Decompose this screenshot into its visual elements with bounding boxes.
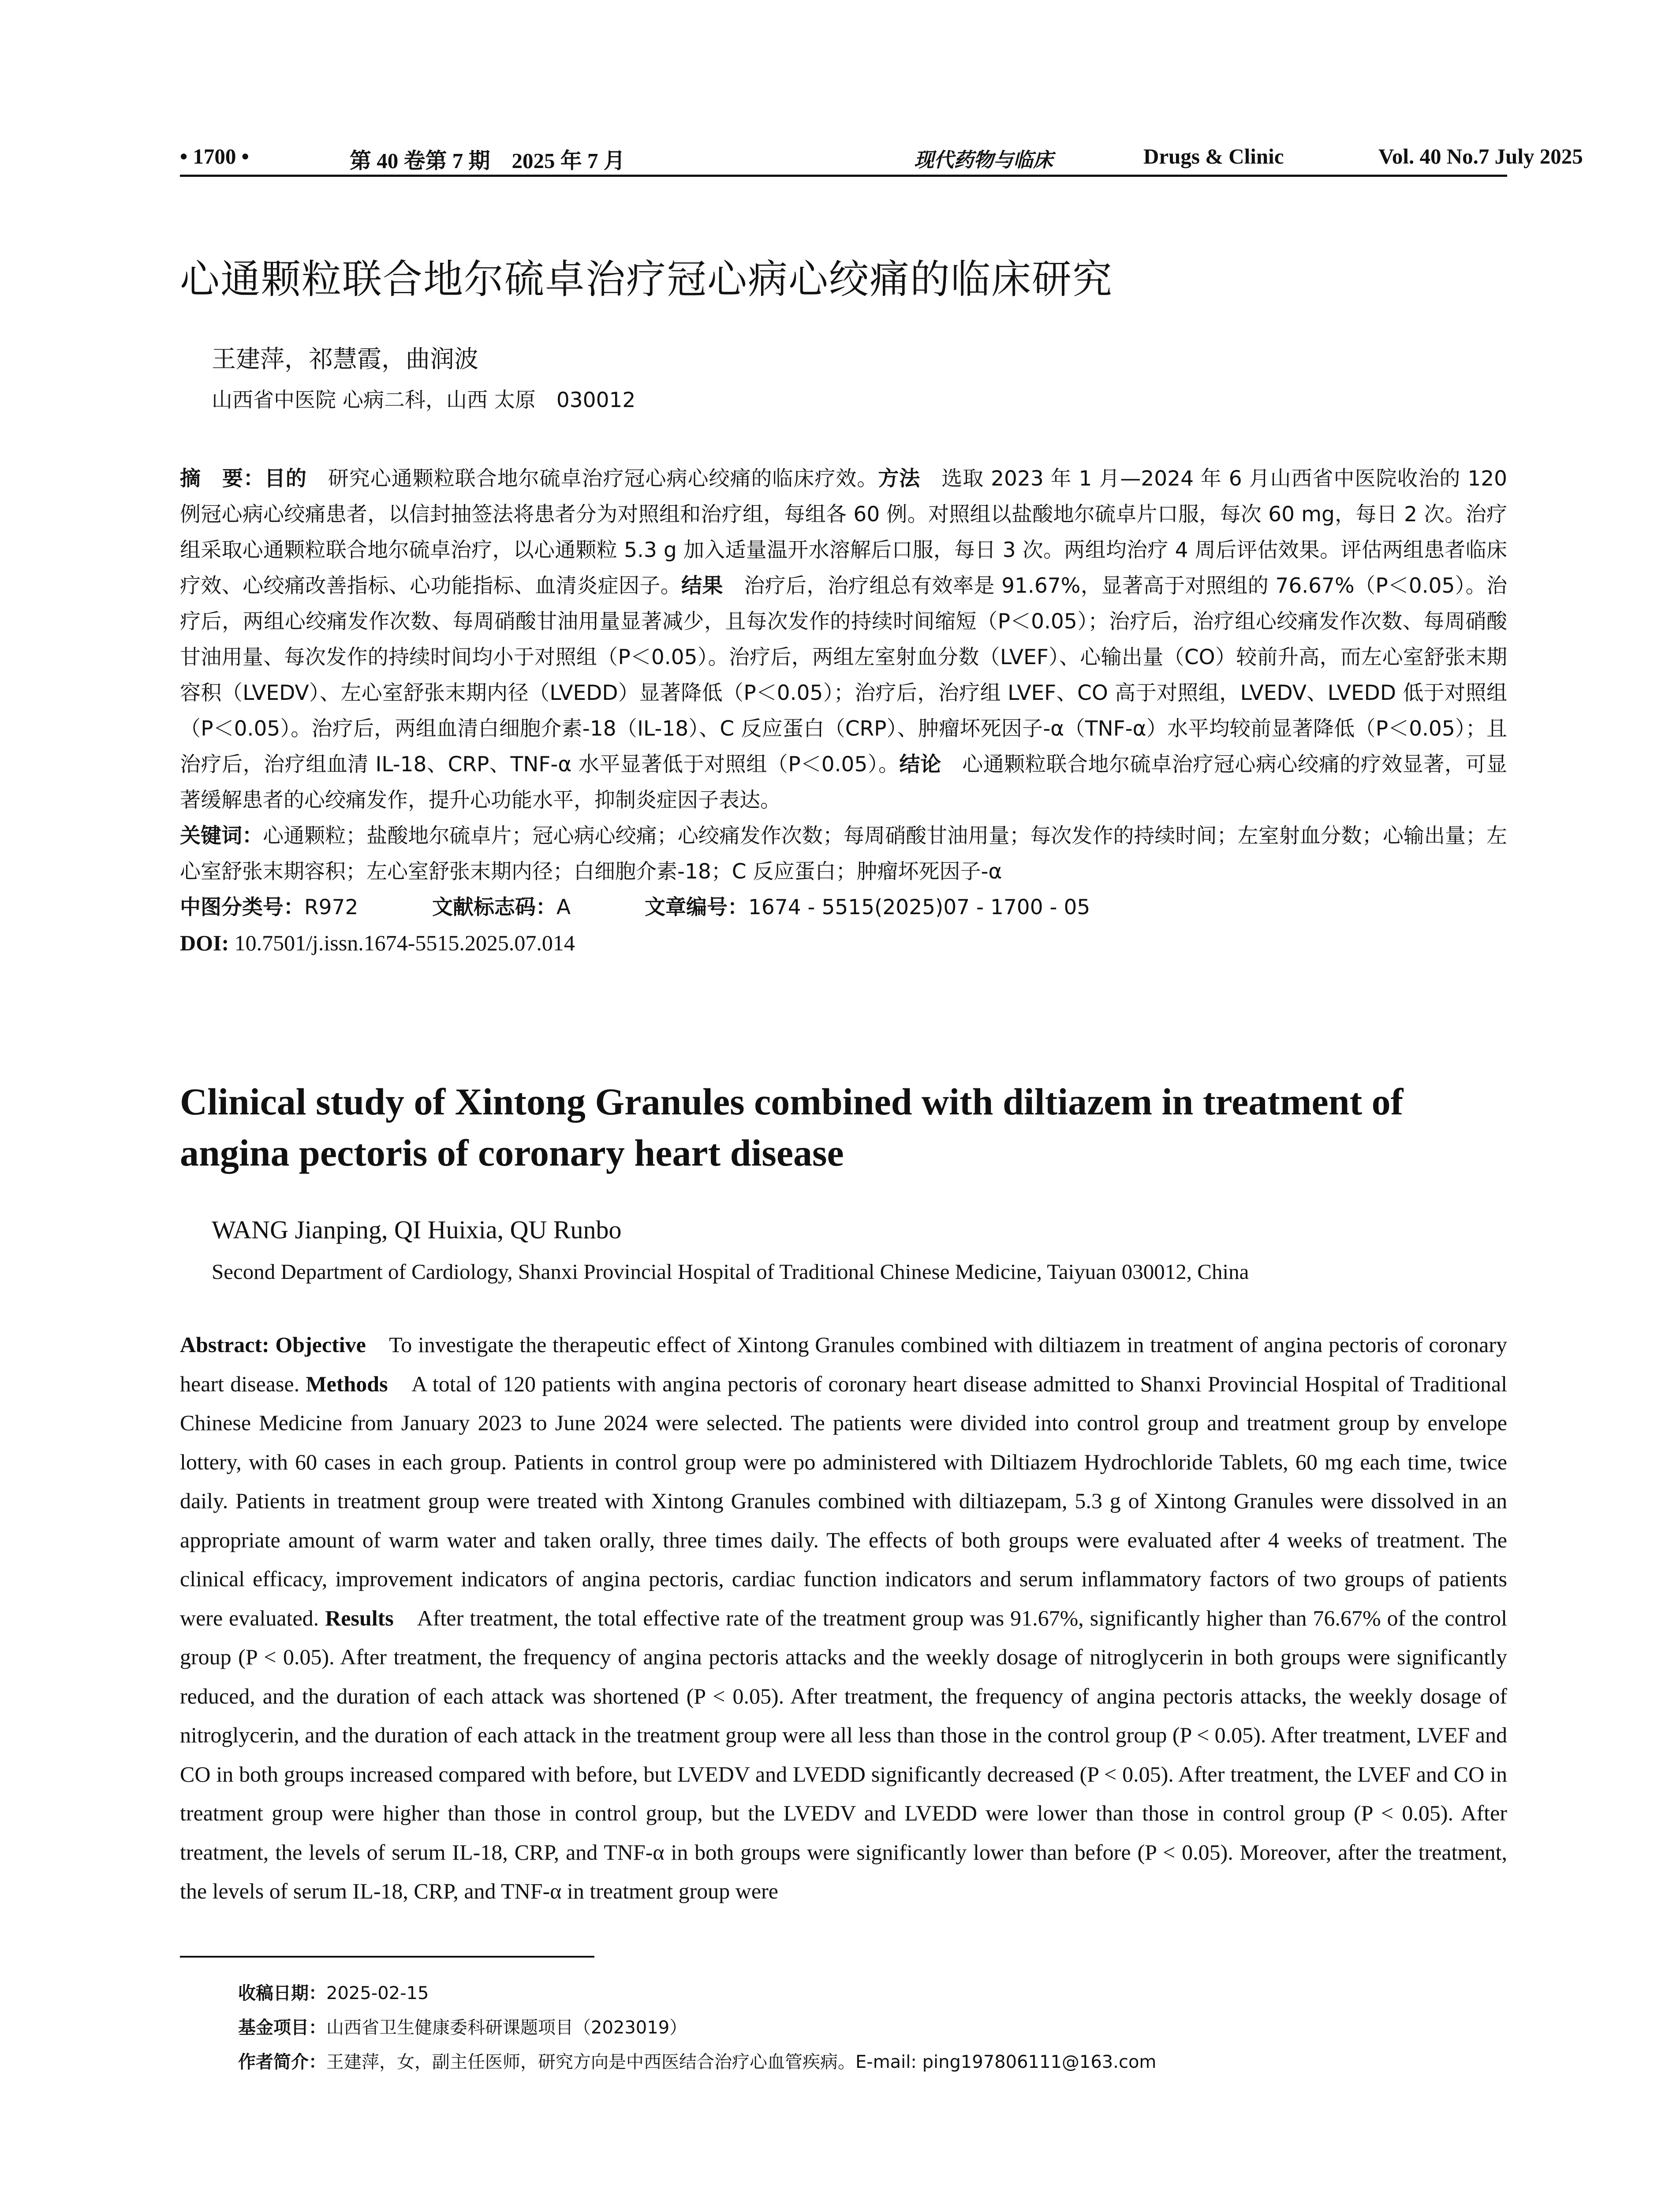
received-label: 收稿日期： (238, 1983, 326, 2003)
running-header (180, 140, 1583, 177)
clc-value: R972 (304, 895, 358, 919)
affiliation-en: Second Department of Cardiology, Shanxi Provincial Hospital of Traditional Chinese Medicine, Taiyuan 030012, China (212, 1259, 1249, 1284)
issue-cn: 第 40 卷第 7 期 2025 年 7 月 (350, 149, 625, 173)
abstract-label-cn: 摘 要： (180, 467, 265, 491)
doc-code-value: A (556, 895, 571, 919)
methods-text-cn: 选取 2023 年 1 月—2024 年 6 月山西省中医院收治的 120 例冠心病心绞痛患者，以信封抽签法将患者分为对照组和治疗组，每组各 60 例。对照组以盐酸地尔硫卓片口服，每次 60 mg，每日 2 次。治疗组采取心通颗粒联合地尔硫卓治疗，以心通颗粒 5.3 g 加入适量温开水溶解后口服，每日 3 次。两组均治疗 4 周后评估效果。评估两组患者临床疗效、心绞痛改善指标、心功能指标、血清炎症因子。 (180, 467, 1508, 598)
objective-label-cn: 目的 (264, 467, 307, 491)
classification-row (180, 889, 1507, 925)
keywords-label-cn: 关键词： (180, 824, 263, 848)
abstract-en-body (180, 1325, 1507, 1911)
author-bio-label: 作者简介： (238, 2052, 326, 2072)
journal-name-en: Drugs & Clinic (1143, 144, 1284, 168)
abstract-en (180, 1325, 1507, 1911)
keywords-text-cn: 心通颗粒；盐酸地尔硫卓片；冠心病心绞痛；心绞痛发作次数；每周硝酸甘油用量；每次发作的持续时间；左室射血分数；心输出量；左心室舒张末期容积；左心室舒张末期内径；白细胞介素-18；C 反应蛋白；肿瘤坏死因子-α (180, 824, 1508, 884)
authors-cn: 王建萍，祁慧霞，曲润波 (212, 345, 479, 373)
objective-text-en: To investigate the therapeutic effect of Xintong Granules combined with diltiazem in treatment of angina pectoris of coronary heart disease. (180, 1332, 1507, 1396)
doi-line (180, 925, 1507, 961)
article-no-value: 1674 - 5515(2025)07 - 1700 - 05 (748, 895, 1090, 919)
abstract-cn (180, 461, 1507, 961)
received-value: 2025-02-15 (326, 1983, 429, 2003)
fund-label: 基金项目： (238, 2018, 326, 2038)
doi-label: DOI: (180, 931, 229, 955)
footnote-author (238, 2048, 1156, 2073)
methods-label-cn: 方法 (878, 467, 921, 491)
clc-label: 中图分类号： (180, 895, 304, 919)
abstract-cn-body (180, 461, 1507, 818)
results-label-cn: 结果 (681, 574, 723, 598)
footnote-rule (180, 1956, 594, 1958)
author-bio-value: 王建萍，女，副主任医师，研究方向是中西医结合治疗心血管疾病。E-mail: ping197806111@163.com (326, 2052, 1157, 2072)
doi-value: 10.7501/j.issn.1674-5515.2025.07.014 (229, 931, 575, 955)
affiliation-cn: 山西省中医院 心病二科，山西 太原 030012 (212, 388, 636, 412)
page-number: • 1700 • (180, 144, 249, 168)
conclusion-label-cn: 结论 (899, 752, 941, 777)
results-text-en: After treatment, the total effective rate of the treatment group was 91.67%, significantly higher than 76.67% of the control group (P < 0.05). After treatment, the frequency of angina pectoris attacks and the weekly dosage of nitroglycerin in both groups were significantly reduced, and the duration of each attack was shortened (P < 0.05). After treatment, the frequency of angina pectoris attacks, the weekly dosage of nitroglycerin, and the duration of each attack in the treatment group were all less than those in the control group (P < 0.05). After treatment, LVEF and CO in both groups increased compared with before, but LVEDV and LVEDD significantly decreased (P < 0.05). After treatment, the LVEF and CO in treatment group were higher than those in control group, but the LVEDV and LVEDD were lower than those in control group (P < 0.05). After treatment, the levels of serum IL-18, CRP, and TNF-α in both groups were significantly lower than before (P < 0.05). Moreover, after the treatment, the levels of serum IL-18, CRP, and TNF-α in treatment group were (180, 1605, 1508, 1903)
methods-text-en: A total of 120 patients with angina pectoris of coronary heart disease admitted to Shanxi Provincial Hospital of Traditional Chinese Medicine from January 2023 to June 2024 were selected. The patients were divided into control group and treatment group by envelope lottery, with 60 cases in each group. Patients in control group were po administered with Diltiazem Hydrochloride Tablets, 60 mg each time, twice daily. Patients in treatment group were treated with Xintong Granules combined with diltiazepam, 5.3 g of Xintong Granules were dissolved in an appropriate amount of warm water and taken orally, three times daily. The effects of both groups were evaluated after 4 weeks of treatment. The clinical efficacy, improvement indicators of angina pectoris, cardiac function indicators and serum inflammatory factors of two groups of patients were evaluated. (180, 1371, 1508, 1630)
fund-value: 山西省卫生健康委科研课题项目（2023019） (326, 2018, 687, 2038)
issue-en: Vol. 40 No.7 July 2025 (1378, 144, 1583, 168)
objective-text-cn: 研究心通颗粒联合地尔硫卓治疗冠心病心绞痛的临床疗效。 (306, 467, 878, 491)
keywords-cn (180, 818, 1507, 889)
doc-code-label: 文献标志码： (432, 895, 556, 919)
results-text-cn: 治疗后，治疗组总有效率是 91.67%，显著高于对照组的 76.67%（P＜0.05）。治疗后，两组心绞痛发作次数、每周硝酸甘油用量显著减少，且每次发作的持续时间缩短（P＜0.05）；治疗后，治疗组心绞痛发作次数、每周硝酸甘油用量、每次发作的持续时间均小于对照组（P＜0.05）。治疗后，两组左室射血分数（LVEF）、心输出量（CO）较前升高，而左心室舒张末期容积（LVEDV）、左心室舒张末期内径（LVEDD）显著降低（P＜0.05）；治疗后，治疗组 LVEF、CO 高于对照组，LVEDV、LVEDD 低于对照组（P＜0.05）。治疗后，两组血清白细胞介素-18（IL-18）、C 反应蛋白（CRP）、肿瘤坏死因子-α（TNF-α）水平均较前显著降低（P＜0.05）；且治疗后，治疗组血清 IL-18、CRP、TNF-α 水平显著低于对照组（P＜0.05）。 (180, 574, 1508, 777)
authors-en: WANG Jianping, QI Huixia, QU Runbo (212, 1215, 622, 1244)
article-title-en: Clinical study of Xintong Granules combined with diltiazem in treatment of angina pectoris of coronary heart disease (180, 1080, 1404, 1174)
results-label-en: Results (325, 1605, 394, 1630)
methods-label-en: Methods (306, 1371, 388, 1396)
article-no-label: 文章编号： (645, 895, 748, 919)
footnote-received (238, 1979, 429, 2004)
abstract-label-en: Abstract: Objective (180, 1332, 366, 1357)
journal-name-cn: 现代药物与临床 (914, 148, 1053, 172)
article-title-cn: 心通颗粒联合地尔硫卓治疗冠心病心绞痛的临床研究 (180, 256, 1113, 303)
footnote-fund (238, 2014, 687, 2039)
conclusion-text-cn: 心通颗粒联合地尔硫卓治疗冠心病心绞痛的疗效显著，可显著缓解患者的心绞痛发作，提升心功能水平，抑制炎症因子表达。 (180, 752, 1508, 812)
